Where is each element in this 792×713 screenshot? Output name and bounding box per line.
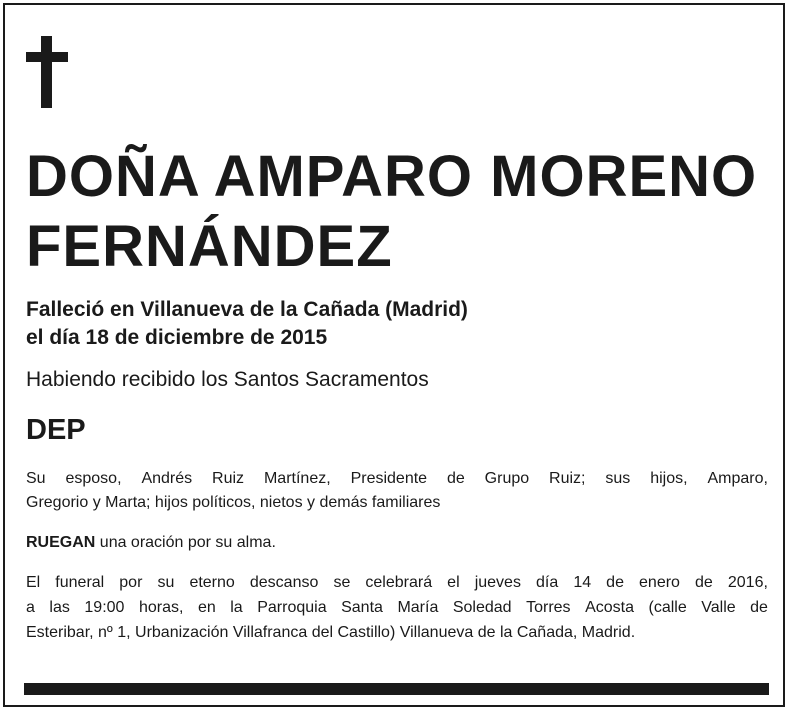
funeral-text: [26, 570, 768, 645]
cross-vertical-bar: [41, 36, 52, 108]
funeral-line-2: [26, 595, 768, 620]
deceased-name-line-1: DOÑA AMPARO MORENO: [26, 144, 758, 209]
deceased-name: [26, 142, 776, 282]
word: se: [333, 574, 351, 591]
family-line-2: Gregorio y Marta; hijos políticos, nietos y demás familiares: [26, 494, 441, 511]
word: Andrés: [141, 470, 193, 487]
word: a: [26, 599, 35, 616]
word: Valle: [701, 599, 736, 616]
word: el: [447, 574, 460, 591]
bottom-rule: [24, 683, 769, 695]
word: eterno: [189, 574, 235, 591]
word: de: [750, 599, 768, 616]
word: El: [26, 574, 41, 591]
word: hijos,: [650, 470, 688, 487]
death-place: Falleció en Villanueva de la Cañada (Madrid): [26, 298, 468, 321]
family-text: [26, 467, 768, 515]
word: en: [197, 599, 216, 616]
word: descanso: [249, 574, 319, 591]
cross-icon: [26, 36, 68, 108]
word: Presidente: [350, 470, 428, 487]
word: funeral: [55, 574, 105, 591]
word: por: [119, 574, 143, 591]
word: Amparo,: [707, 470, 768, 487]
word: de: [446, 470, 465, 487]
word: (calle: [648, 599, 687, 616]
word: día: [536, 574, 559, 591]
word: María: [397, 599, 439, 616]
word: Martínez,: [263, 470, 331, 487]
ruegan-bold: RUEGAN: [26, 534, 96, 551]
ruegan-rest: una oración por su alma.: [95, 534, 276, 551]
word: esposo,: [65, 470, 122, 487]
word: Torres: [526, 599, 571, 616]
word: Parroquia: [257, 599, 327, 616]
funeral-line-3: Esteribar, nº 1, Urbanización Villafranca del Castillo) Villanueva de la Cañada, Madrid.: [26, 624, 636, 641]
word: 2016,: [727, 574, 768, 591]
word: sus: [605, 470, 631, 487]
family-line-1: [26, 467, 768, 491]
word: su: [157, 574, 175, 591]
death-date: el día 18 de diciembre de 2015: [26, 326, 328, 349]
word: 19:00: [84, 599, 125, 616]
word: las: [49, 599, 70, 616]
prayer-request: [26, 531, 276, 555]
word: Ruiz: [212, 470, 245, 487]
word: Su: [26, 470, 46, 487]
funeral-line-1: [26, 570, 768, 595]
word: de: [695, 574, 713, 591]
word: enero: [639, 574, 680, 591]
word: jueves: [474, 574, 521, 591]
sacraments-text: Habiendo recibido los Santos Sacramentos: [26, 368, 429, 391]
word: Grupo: [484, 470, 530, 487]
word: Soledad: [452, 599, 512, 616]
word: 14: [573, 574, 592, 591]
word: Ruiz;: [549, 470, 586, 487]
word: horas,: [138, 599, 184, 616]
word: Santa: [341, 599, 383, 616]
word: Acosta: [585, 599, 634, 616]
word: celebrará: [365, 574, 433, 591]
dep-heading: DEP: [26, 414, 86, 446]
death-details: [26, 296, 468, 352]
word: la: [230, 599, 243, 616]
word: de: [606, 574, 624, 591]
deceased-name-line-2: FERNÁNDEZ: [26, 214, 393, 279]
cross-horizontal-bar: [26, 52, 68, 62]
